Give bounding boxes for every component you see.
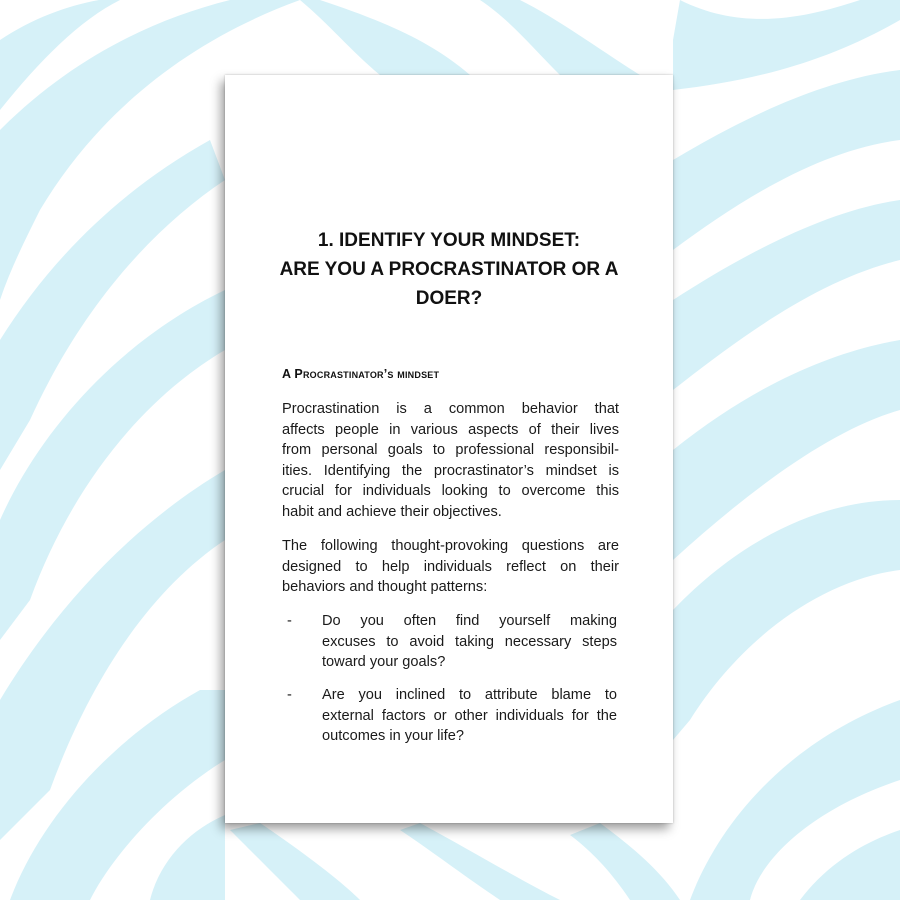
paragraph-line: crucial for individuals looking to overcome this: [282, 483, 619, 500]
paragraph-line: ities. Identifying the procrastinator’s mindset is: [282, 462, 619, 479]
chapter-title-line: ARE YOU A PROCRASTINATOR OR A: [279, 259, 619, 280]
paragraph-line: affects people in various aspects of their lives: [282, 421, 619, 438]
paragraph-line: habit and achieve their objectives.: [282, 503, 502, 520]
paragraph-line: behaviors and thought patterns:: [282, 579, 488, 596]
list-item-line: external factors or other individuals for the: [322, 707, 617, 724]
book-page: [225, 75, 673, 823]
bullet-dash: -: [287, 687, 292, 703]
chapter-title: [245, 226, 653, 313]
section-heading: A Procrastinator’s mindset: [282, 367, 440, 381]
list-item-text: [322, 611, 617, 673]
list-item-text: [322, 685, 617, 747]
questions-intro-paragraph: [282, 536, 619, 598]
paragraph-line: designed to help individuals reflect on their: [282, 558, 619, 575]
list-item-line: outcomes in your life?: [322, 728, 464, 745]
list-item-line: excuses to avoid taking necessary steps: [322, 633, 617, 650]
paragraph-line: The following thought-provoking questions are: [282, 538, 619, 554]
chapter-title-line: DOER?: [415, 288, 483, 309]
list-item-line: Do you often find yourself making: [322, 613, 617, 629]
list-item-line: Are you inclined to attribute blame to: [322, 687, 617, 703]
bullet-dash: -: [287, 613, 292, 629]
chapter-title-line: 1. IDENTIFY YOUR MINDSET:: [317, 230, 581, 251]
intro-paragraph: [282, 399, 619, 523]
paragraph-line: from personal goals to professional responsibil-: [282, 442, 619, 459]
paragraph-line: Procrastination is a common behavior that: [282, 401, 619, 417]
list-item-line: toward your goals?: [322, 654, 446, 671]
